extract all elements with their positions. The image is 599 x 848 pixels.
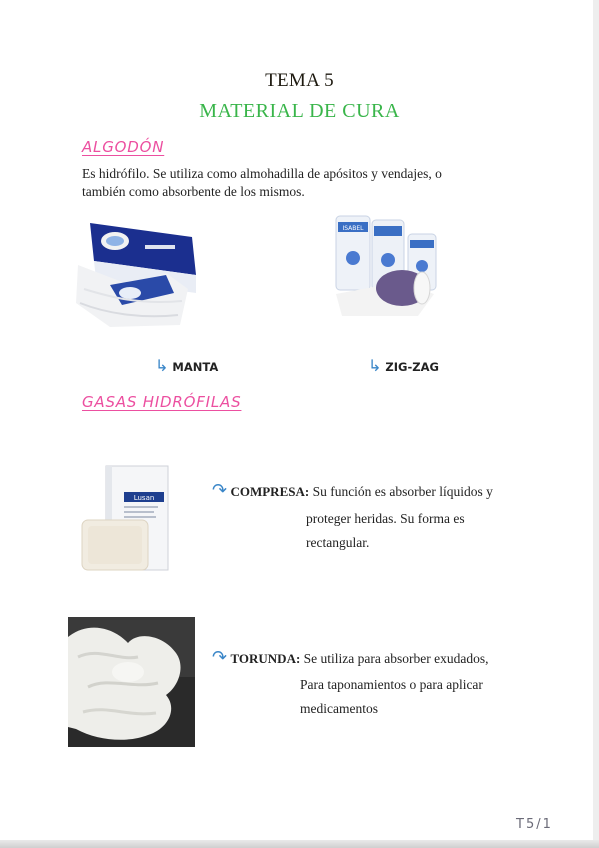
compresa-text-3: rectangular. [306,535,370,550]
zigzag-item [368,356,439,376]
algodon-description-line1: Es hidrófilo. Se utiliza como almohadilla de apósitos y vendajes, o [82,166,442,181]
torunda-illustration [68,617,195,747]
compresa-photo [78,462,172,578]
torunda-text-1: Se utiliza para absorber exudados, [303,651,489,666]
arrow-icon: ↳ [155,356,169,375]
manta-label: MANTA [172,360,219,374]
page-edge-bottom [0,840,599,848]
arrow-icon: ↳ [368,356,382,375]
zigzag-package-label: ISABEL [342,225,364,232]
page-number: T5/1 [516,817,553,832]
zigzag-cotton-photo [330,212,440,322]
compresa-brand-label: Lusan [133,494,155,502]
compresa-illustration [78,462,172,578]
section-heading-gasas: GASAS HIDRÓFILAS [82,393,242,411]
page-title: TEMA 5 [265,70,334,91]
torunda-text-3: medicamentos [300,701,378,716]
algodon-description-line2: también como absorbente de los mismos. [82,184,305,199]
zigzag-cotton-illustration [330,212,440,322]
compresa-line1 [212,480,532,503]
zigzag-label: ZIG-ZAG [385,360,439,374]
manta-item [155,356,218,376]
compresa-term: COMPRESA: [230,484,310,499]
section-heading-algodon: ALGODÓN [82,138,165,156]
compresa-text-1: Su función es absorber líquidos y [312,484,493,499]
torunda-photo [68,617,195,747]
curved-arrow-icon: ↷ [212,480,228,501]
page-edge-right [593,0,599,848]
torunda-text-2: Para taponamientos o para aplicar [300,677,483,692]
torunda-line1 [212,647,542,670]
page-subtitle: MATERIAL DE CURA [199,100,400,122]
curved-arrow-icon: ↷ [212,647,228,668]
manta-cotton-photo [70,215,204,333]
torunda-term: TORUNDA: [230,651,301,666]
compresa-text-2: proteger heridas. Su forma es [306,511,465,526]
manta-cotton-illustration [70,215,204,333]
